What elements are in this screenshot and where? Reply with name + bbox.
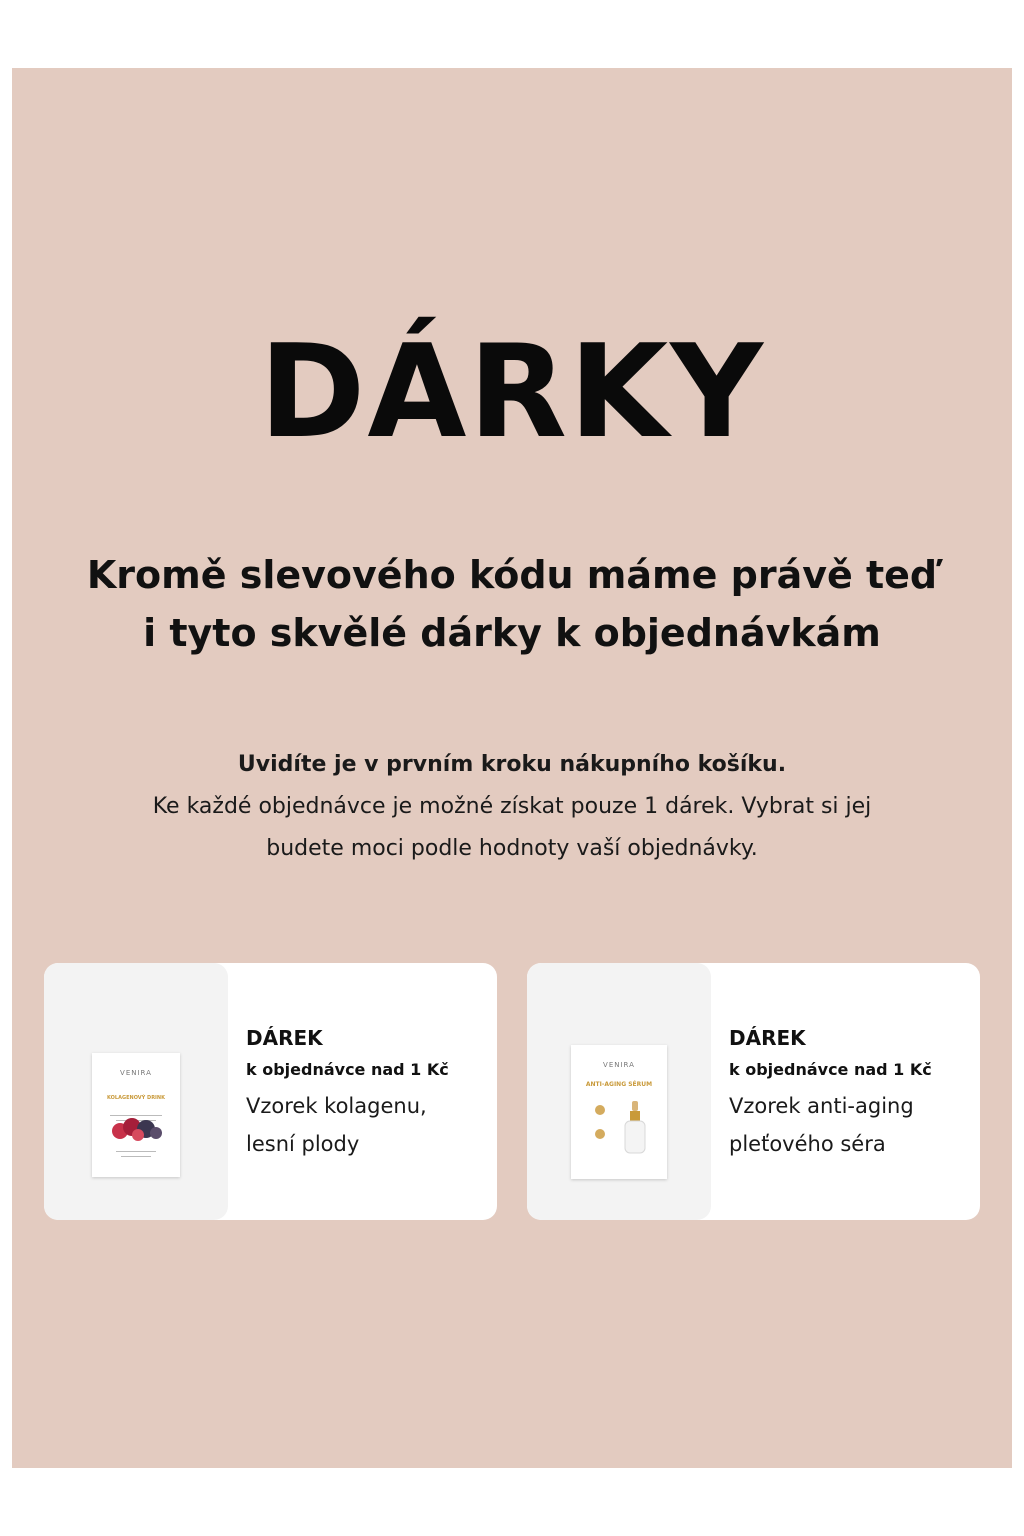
- subtitle: [40, 546, 984, 662]
- info-line-2: budete moci podle hodnoty vaší objednávky.: [266, 836, 758, 861]
- page-title: DÁRKY: [259, 318, 765, 467]
- gift-text: [729, 1023, 969, 1163]
- subtitle-line-2: i tyto skvělé dárky k objednávkám: [143, 611, 881, 655]
- gift-card-serum: [527, 963, 980, 1220]
- info-line-1: Ke každé objednávce je možné získat pouze 1 dárek. Vybrat si jej: [152, 794, 872, 819]
- gift-label: DÁREK: [246, 1026, 323, 1050]
- info-text: [90, 744, 934, 870]
- gift-name-line-2: lesní plody: [246, 1132, 360, 1156]
- gift-image-box: [44, 963, 228, 1220]
- gift-text: [246, 1023, 486, 1163]
- gift-name-line-2: pleťového séra: [729, 1132, 886, 1156]
- berries-icon: [108, 1113, 164, 1143]
- gift-image-box: [527, 963, 711, 1220]
- gift-card-collagen: [44, 963, 497, 1220]
- sachet-title: ANTI-AGING SÉRUM: [585, 1081, 653, 1088]
- gift-name-line-1: Vzorek anti-aging: [729, 1094, 914, 1118]
- sachet-title: KOLAGENOVÝ DRINK: [107, 1095, 165, 1101]
- gift-name-line-1: Vzorek kolagenu,: [246, 1094, 427, 1118]
- gift-label: DÁREK: [729, 1026, 806, 1050]
- serum-sachet-icon: [571, 1045, 667, 1179]
- gift-condition: k objednávce nad 1 Kč: [729, 1060, 932, 1079]
- gift-condition: k objednávce nad 1 Kč: [246, 1060, 449, 1079]
- info-bold: Uvidíte je v prvním kroku nákupního košíku.: [237, 752, 787, 777]
- sachet-brand: VENIRA: [120, 1069, 152, 1077]
- serum-bottle-icon: [623, 1101, 647, 1155]
- sachet-brand: VENIRA: [603, 1061, 635, 1069]
- subtitle-line-1: Kromě slevového kódu máme právě teď: [86, 553, 938, 597]
